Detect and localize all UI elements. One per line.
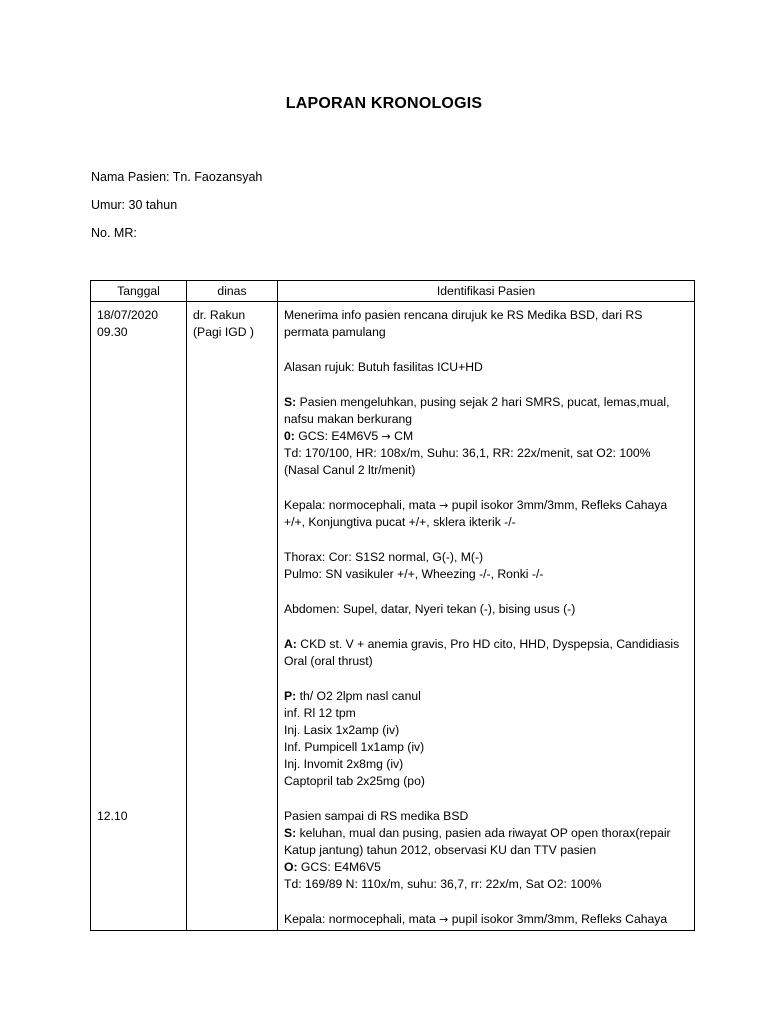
- entry2-text: keluhan, mual dan pusing, pasien ada riwayat OP open thorax(repair: [296, 826, 671, 840]
- entry1-line: Td: 170/100, HR: 108x/m, Suhu: 36,1, RR: 22x/menit, sat O2: 100%: [284, 446, 651, 460]
- entry1-line: permata pamulang: [284, 325, 386, 339]
- identification-cell: [278, 302, 695, 931]
- entry1-line: (Nasal Canul 2 ltr/menit): [284, 463, 416, 477]
- entry1-line: Alasan rujuk: Butuh fasilitas ICU+HD: [284, 360, 483, 374]
- entry2-text: GCS: E4M6V5: [297, 860, 381, 874]
- entry2-line: [284, 859, 381, 875]
- header-identifikasi: Identifikasi Pasien: [278, 281, 695, 302]
- entry1-line: +/+, Konjungtiva pucat +/+, sklera ikterik -/-: [284, 515, 516, 529]
- entry1-text: Kepala: normocephali, mata: [284, 498, 440, 512]
- soap-label: O:: [284, 860, 298, 874]
- arrow-icon: →: [439, 913, 449, 926]
- entry2-line: Pasien sampai di RS medika BSD: [284, 809, 469, 823]
- entry1-line: Oral (oral thrust): [284, 654, 373, 668]
- entry1-line: Inj. Invomit 2x8mg (iv): [284, 757, 404, 771]
- header-dinas: dinas: [187, 281, 278, 302]
- entry1-text: Pasien mengeluhkan, pusing sejak 2 hari SMRS, pucat, lemas,mual,: [296, 395, 670, 409]
- chronology-table: [90, 280, 695, 931]
- entry1-line: [284, 394, 669, 410]
- entry1-line: Thorax: Cor: S1S2 normal, G(-), M(-): [284, 550, 484, 564]
- entry1-line: [284, 688, 421, 704]
- soap-label: 0:: [284, 429, 295, 443]
- soap-label: A:: [284, 637, 297, 651]
- entry2-line: Td: 169/89 N: 110x/m, suhu: 36,7, rr: 22x/m, Sat O2: 100%: [284, 877, 602, 891]
- patient-age: Umur: 30 tahun: [91, 198, 178, 212]
- header-tanggal: Tanggal: [91, 281, 187, 302]
- entry1-text: GCS: E4M6V5: [294, 429, 382, 443]
- entry1-text: CM: [390, 429, 414, 443]
- table-header-row: [91, 281, 695, 302]
- arrow-icon: →: [381, 430, 391, 443]
- dinas-cell: [187, 302, 278, 931]
- entry1-line: inf. Rl 12 tpm: [284, 706, 356, 720]
- date-cell: [91, 302, 187, 931]
- entry1-line: Pulmo: SN vasikuler +/+, Wheezing -/-, Ronki -/-: [284, 567, 544, 581]
- document-title: LAPORAN KRONOLOGIS: [285, 95, 483, 112]
- soap-label: S:: [284, 395, 297, 409]
- entry1-line: Abdomen: Supel, datar, Nyeri tekan (-), bising usus (-): [284, 602, 576, 616]
- time-1: 09.30: [97, 325, 128, 339]
- patient-mr: No. MR:: [91, 226, 137, 240]
- entry1-line: [284, 428, 413, 445]
- table-row: [91, 302, 695, 931]
- entry1-text: CKD st. V + anemia gravis, Pro HD cito, HHD, Dyspepsia, Candidiasis: [296, 637, 680, 651]
- entry1-line: Inf. Pumpicell 1x1amp (iv): [284, 740, 425, 754]
- entry1-line: Inj. Lasix 1x2amp (iv): [284, 723, 400, 737]
- entry2-line: Katup jantung) tahun 2012, observasi KU dan TTV pasien: [284, 843, 597, 857]
- doctor-name: dr. Rakun: [193, 308, 246, 322]
- date-1: 18/07/2020: [97, 308, 158, 322]
- entry1-line: nafsu makan berkurang: [284, 412, 413, 426]
- entry2-text: Kepala: normocephali, mata: [284, 912, 440, 926]
- soap-label: P:: [284, 689, 297, 703]
- entry2-line: [284, 911, 667, 928]
- entry1-line: [284, 497, 667, 514]
- soap-label: S:: [284, 826, 297, 840]
- entry2-text: pupil isokor 3mm/3mm, Refleks Cahaya: [448, 912, 668, 926]
- entry1-line: [284, 636, 679, 652]
- patient-name: Nama Pasien: Tn. Faozansyah: [91, 170, 263, 184]
- shift-name: (Pagi IGD ): [193, 325, 254, 339]
- entry2-line: [284, 825, 671, 841]
- entry1-text: th/ O2 2lpm nasl canul: [296, 689, 421, 703]
- entry1-line: Captopril tab 2x25mg (po): [284, 774, 425, 788]
- arrow-icon: →: [439, 499, 449, 512]
- time-2: 12.10: [97, 809, 128, 823]
- entry1-text: pupil isokor 3mm/3mm, Refleks Cahaya: [448, 498, 668, 512]
- entry1-line: Menerima info pasien rencana dirujuk ke RS Medika BSD, dari RS: [284, 308, 643, 322]
